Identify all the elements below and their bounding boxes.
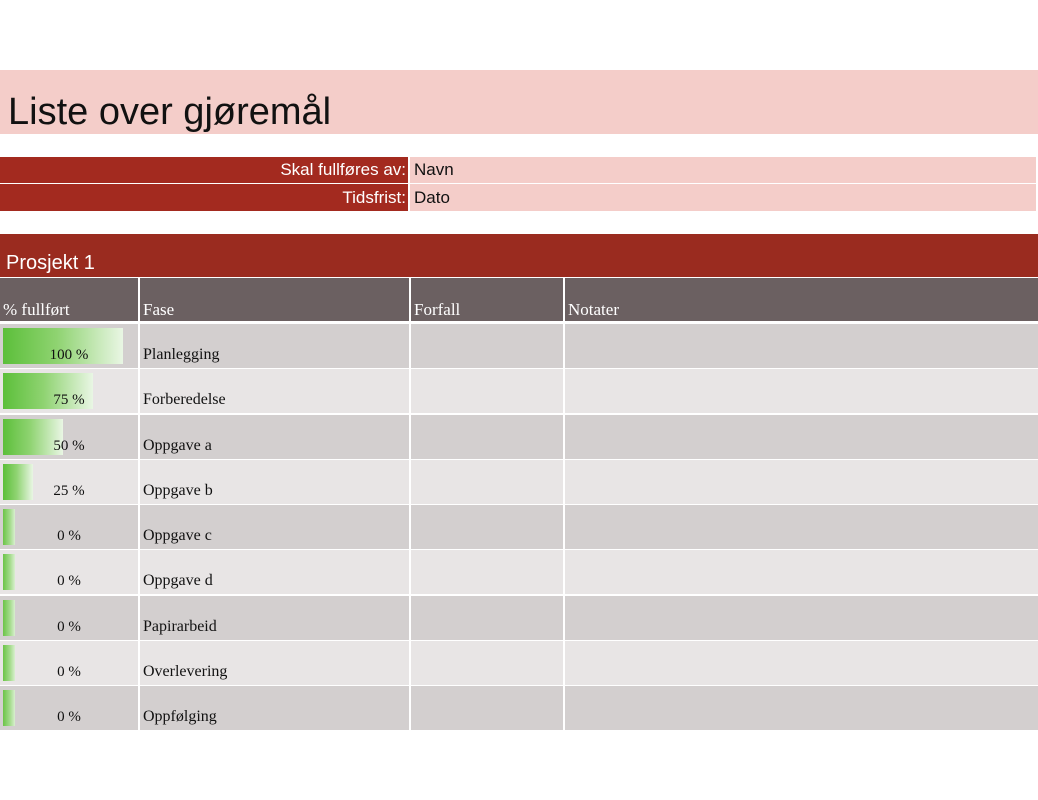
due-cell[interactable] xyxy=(411,686,563,730)
phase-cell[interactable] xyxy=(140,505,409,549)
phase-label: Forberedelse xyxy=(143,391,226,408)
percent-label: 0 % xyxy=(57,528,81,544)
phase-cell[interactable] xyxy=(140,324,409,368)
notes-cell[interactable] xyxy=(565,324,1038,368)
notes-cell[interactable] xyxy=(565,415,1038,459)
phase-cell[interactable] xyxy=(140,369,409,413)
percent-label: 25 % xyxy=(53,483,85,499)
notes-cell[interactable] xyxy=(565,505,1038,549)
table-row xyxy=(0,369,1038,413)
table-row xyxy=(0,550,1038,594)
phase-label: Oppgave a xyxy=(143,437,212,454)
percent-cell[interactable] xyxy=(0,324,138,368)
phase-cell[interactable] xyxy=(140,460,409,504)
phase-label: Oppgave b xyxy=(143,482,213,499)
due-cell[interactable] xyxy=(411,369,563,413)
notes-cell[interactable] xyxy=(565,550,1038,594)
phase-label: Papirarbeid xyxy=(143,618,217,635)
percent-label: 100 % xyxy=(49,347,89,363)
percent-cell[interactable] xyxy=(0,460,138,504)
project-band xyxy=(0,234,1038,277)
table-row xyxy=(0,596,1038,640)
deadline-value[interactable]: Dato xyxy=(410,184,1036,211)
assignee-row xyxy=(0,157,1038,183)
table-row xyxy=(0,505,1038,549)
due-cell[interactable] xyxy=(411,505,563,549)
deadline-row xyxy=(0,184,1038,210)
phase-cell[interactable] xyxy=(140,550,409,594)
project-title: Prosjekt 1 xyxy=(6,252,95,274)
phase-cell[interactable] xyxy=(140,415,409,459)
page-title: Liste over gjøremål xyxy=(8,91,332,133)
percent-label: 75 % xyxy=(53,392,85,408)
column-header-phase: Fase xyxy=(140,278,409,321)
table-row xyxy=(0,460,1038,504)
notes-cell[interactable] xyxy=(565,596,1038,640)
phase-label: Overlevering xyxy=(143,663,228,680)
phase-cell[interactable] xyxy=(140,686,409,730)
due-cell[interactable] xyxy=(411,415,563,459)
notes-cell[interactable] xyxy=(565,686,1038,730)
percent-cell[interactable] xyxy=(0,415,138,459)
due-cell[interactable] xyxy=(411,550,563,594)
notes-cell[interactable] xyxy=(565,369,1038,413)
percent-label: 0 % xyxy=(57,664,81,680)
phase-cell[interactable] xyxy=(140,641,409,685)
percent-cell[interactable] xyxy=(0,641,138,685)
table-row xyxy=(0,641,1038,685)
column-header-notes: Notater xyxy=(565,278,1038,321)
deadline-label: Tidsfrist: xyxy=(0,184,408,211)
percent-cell[interactable] xyxy=(0,550,138,594)
percent-cell[interactable] xyxy=(0,686,138,730)
percent-label: 0 % xyxy=(57,709,81,725)
notes-cell[interactable] xyxy=(565,641,1038,685)
assignee-label: Skal fullføres av: xyxy=(0,157,408,183)
table-row xyxy=(0,686,1038,730)
column-header-percent: % fullført xyxy=(0,278,138,321)
phase-label: Planlegging xyxy=(143,346,220,363)
due-cell[interactable] xyxy=(411,596,563,640)
percent-cell[interactable] xyxy=(0,369,138,413)
phase-cell[interactable] xyxy=(140,596,409,640)
due-cell[interactable] xyxy=(411,460,563,504)
assignee-value[interactable]: Navn xyxy=(410,157,1036,183)
percent-label: 0 % xyxy=(57,573,81,589)
percent-label: 50 % xyxy=(53,438,85,454)
percent-cell[interactable] xyxy=(0,596,138,640)
due-cell[interactable] xyxy=(411,641,563,685)
column-header-due: Forfall xyxy=(411,278,563,321)
phase-label: Oppgave c xyxy=(143,527,212,544)
percent-label: 0 % xyxy=(57,619,81,635)
phase-label: Oppgave d xyxy=(143,572,213,589)
notes-cell[interactable] xyxy=(565,460,1038,504)
due-cell[interactable] xyxy=(411,324,563,368)
phase-label: Oppfølging xyxy=(143,708,217,725)
table-row xyxy=(0,324,1038,368)
table-row xyxy=(0,415,1038,459)
percent-cell[interactable] xyxy=(0,505,138,549)
